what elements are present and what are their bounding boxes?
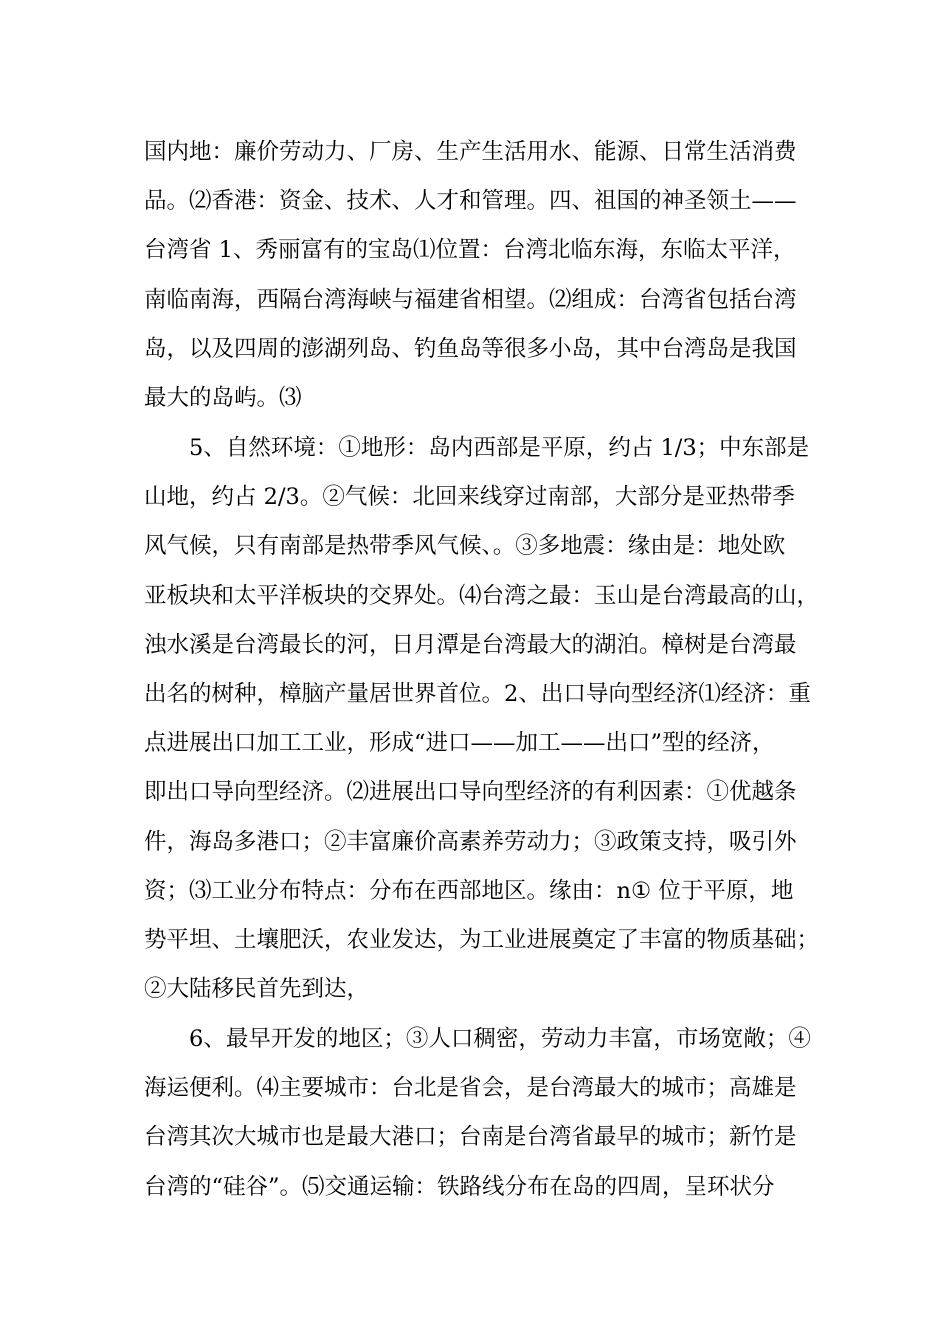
text-line: 点进展出口加工工业，形成“进口——加工——出口”型的经济， [144,730,775,757]
paragraph-3 [144,1015,824,1212]
text-line: 最大的岛屿。⑶ [144,384,302,411]
paragraph-1 [144,128,824,423]
text-line: 南临南海，西隔台湾海峡与福建省相望。⑵组成：台湾省包括台湾 [144,286,797,313]
text-line: 件，海岛多港口；②丰富廉价高素养劳动力；③政策支持，吸引外 [144,828,797,855]
text-line: ②大陆移民首先到达， [144,976,370,1003]
text-line: 即出口导向型经济。⑵进展出口导向型经济的有利因素：①优越条 [144,779,797,806]
text-line: 台湾的“硅谷”。⑸交通运输：铁路线分布在岛的四周，呈环状分 [144,1173,775,1200]
text-line: 风气候，只有南部是热带季风气候、。③多地震：缘由是：地处欧 [144,533,786,560]
text-line: 浊水溪是台湾最长的河，日月潭是台湾最大的湖泊。樟树是台湾最 [144,631,797,658]
text-line: 岛，以及四周的澎湖列岛、钓鱼岛等很多小岛，其中台湾岛是我国 [144,335,797,362]
text-line: 国内地：廉价劳动力、厂房、生产生活用水、能源、日常生活消费 [144,139,797,165]
text-line: 台湾省 1、秀丽富有的宝岛⑴位置：台湾北临东海，东临太平洋， [144,237,796,264]
text-line: 海运便利。⑷主要城市：台北是省会，是台湾最大的城市；高雄是 [144,1075,797,1102]
text-line: 山地，约占 2/3。②气候：北回来线穿过南部，大部分是亚热带季 [144,484,795,511]
text-line: 亚板块和太平洋板块的交界处。⑷台湾之最：玉山是台湾最高的山， [144,582,820,609]
text-line: 资；⑶工业分布特点：分布在西部地区。缘由：n① 位于平原，地 [144,877,794,904]
text-line: 台湾其次大城市也是最大港口；台南是台湾省最早的城市；新竹是 [144,1124,797,1151]
text-line: 6、最早开发的地区；③人口稠密，劳动力丰富，市场宽敞；④ [144,1026,811,1052]
text-line: 出名的树种，樟脑产量居世界首位。2、出口导向型经济⑴经济：重 [144,680,811,707]
text-line: 品。⑵香港：资金、技术、人才和管理。四、祖国的神圣领土—— [144,188,797,215]
paragraph-2 [144,424,824,1014]
text-line: 5、自然环境：①地形：岛内西部是平原，约占 1/3；中东部是 [144,435,810,461]
text-line: 势平坦、土壤肥沃，农业发达，为工业进展奠定了丰富的物质基础； [144,926,820,953]
